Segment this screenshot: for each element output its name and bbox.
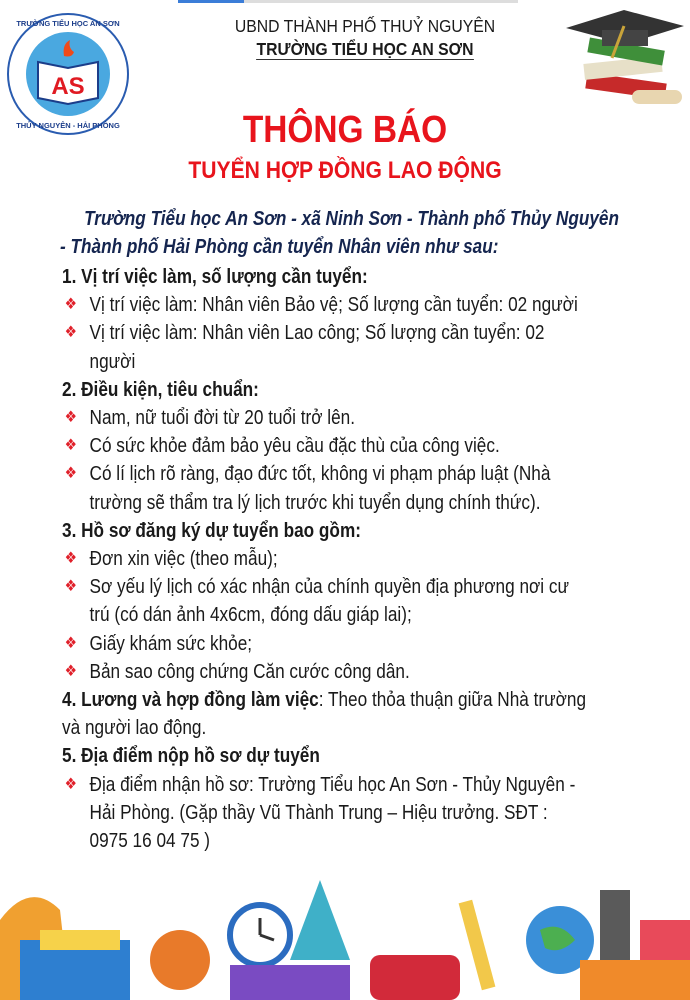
notice-body (62, 263, 586, 855)
top-scroll-indicator (178, 0, 518, 3)
graduation-cap-books-icon (562, 8, 688, 114)
section-salary-cont: và người lao động. (62, 717, 207, 740)
svg-text:TRƯỜNG TIỂU HỌC AN SƠN: TRƯỜNG TIỂU HỌC AN SƠN (16, 19, 120, 28)
section-heading: 3. Hồ sơ đăng ký dự tuyển bao gồm: (62, 519, 361, 542)
section-heading: 2. Điều kiện, tiêu chuẩn: (62, 378, 259, 401)
authority-name: UBND THÀNH PHỐ THUỶ NGUYÊN (234, 16, 496, 36)
list-item: ❖ Giấy khám sức khỏe; (64, 632, 253, 655)
section-heading: 5. Địa điểm nộp hồ sơ dự tuyển (62, 745, 320, 768)
list-item: ❖ Nam, nữ tuổi đời từ 20 tuổi trở lên. (64, 407, 356, 430)
list-item: ❖ Vị trí việc làm: Nhân viên Lao công; Số lượng cần tuyển: 02 người (64, 322, 545, 373)
notice-subtitle: TUYỂN HỢP ĐỒNG LAO ĐỘNG (188, 157, 502, 184)
list-item: ❖ Địa điểm nhận hồ sơ: Trường Tiểu học An Sơn - Thủy Nguyên - Hải Phòng. (Gặp thầy Vũ Thành Trung – Hiệu trưởng. SĐT : 0975 16 04 75 ) (64, 773, 576, 853)
notice-title: THÔNG BÁO (242, 109, 448, 151)
svg-text:AS: AS (51, 73, 85, 100)
list-item: ❖ Sơ yếu lý lịch có xác nhận của chính quyền địa phương nơi cư trú (có dán ảnh 4x6cm, đóng dấu giáp lai); (64, 576, 570, 627)
list-item: ❖ Vị trí việc làm: Nhân viên Bảo vệ; Số lượng cần tuyển: 02 người (64, 294, 578, 317)
school-name: TRƯỜNG TIỂU HỌC AN SƠN (256, 39, 474, 59)
school-supplies-illustration (0, 860, 690, 1000)
svg-text:THỦY NGUYÊN - HẢI PHÒNG: THỦY NGUYÊN - HẢI PHÒNG (16, 121, 120, 130)
list-item: ❖ Đơn xin việc (theo mẫu); (64, 548, 278, 571)
intro-paragraph: Trường Tiểu học An Sơn - xã Ninh Sơn - Thành phố Thủy Nguyên - Thành phố Hải Phòng cần tuyển Nhân viên như sau: (60, 208, 619, 258)
list-item: ❖ Có sức khỏe đảm bảo yêu cầu đặc thù của công việc. (64, 435, 500, 458)
school-logo (6, 12, 130, 136)
list-item: ❖ Bản sao công chứng Căn cước công dân. (64, 660, 410, 683)
section-salary: 4. Lương và hợp đồng làm việc: Theo thỏa thuận giữa Nhà trường (62, 689, 587, 712)
section-heading: 1. Vị trí việc làm, số lượng cần tuyển: (62, 266, 368, 288)
list-item: ❖ Có lí lịch rõ ràng, đạo đức tốt, không vi phạm pháp luật (Nhà trường sẽ thẩm tra lý lịch trước khi tuyển dụng chính thức). (64, 463, 551, 514)
